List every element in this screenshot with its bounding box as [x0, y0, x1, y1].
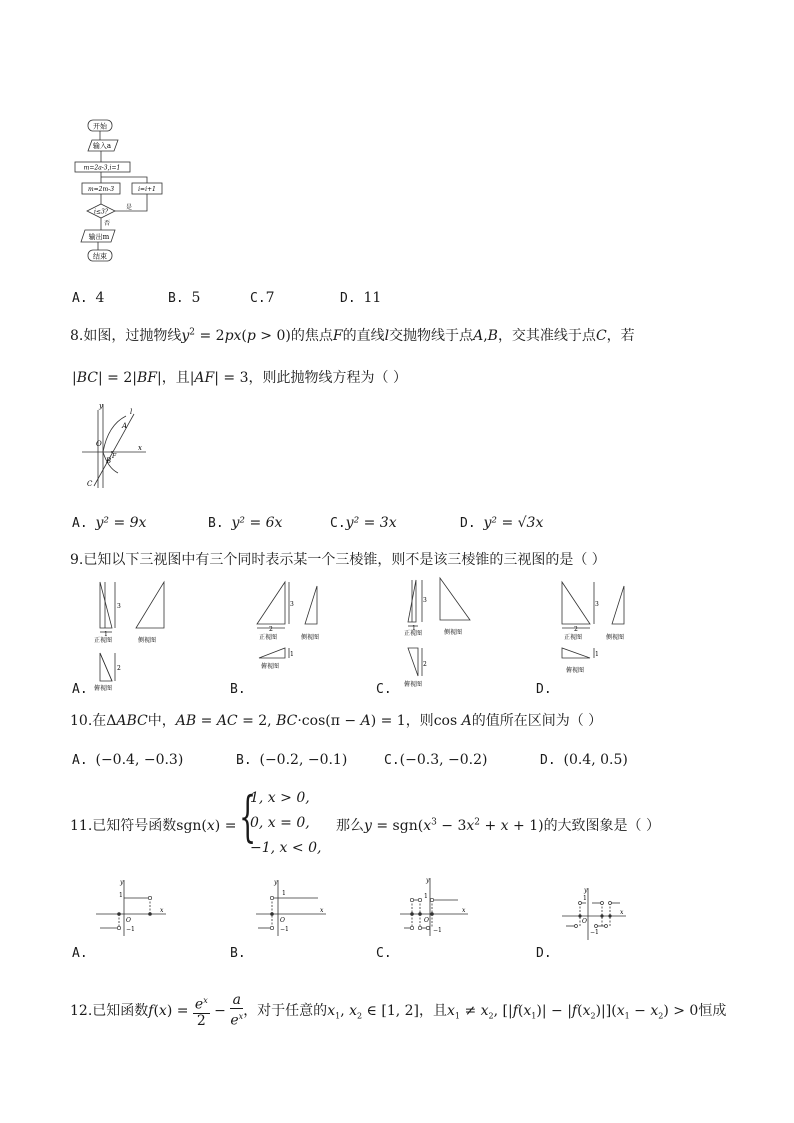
- q11-question-rest: 那么$y = sgn(x^3 - 3x^2 + x + 1)$的大致图象是（ ）: [336, 817, 661, 834]
- q11-case-2: 0, x = 0,: [250, 815, 310, 831]
- q9-letter-d: D.: [536, 682, 552, 697]
- q10-option-a: A. (−0.4, −0.3): [72, 752, 184, 768]
- q8-option-d: D. y² = √3x: [460, 515, 544, 531]
- q11-a-x: x: [160, 907, 164, 914]
- q11-graph-b: [254, 878, 330, 938]
- q11-c-1: 1: [424, 893, 428, 900]
- q11-c-neg1: −1: [433, 927, 442, 934]
- flow-condition: i≤3?: [94, 208, 108, 216]
- q9-a-dim-3: 3: [117, 603, 121, 610]
- q9-d-top-label: 俯视图: [566, 667, 585, 674]
- q9-views-b: [255, 578, 335, 678]
- flow-no: 否: [104, 220, 111, 227]
- q9-c-dim-3: 3: [423, 597, 427, 604]
- q11-case-1: 1, x > 0,: [250, 790, 310, 806]
- q9-a-top-label: 俯视图: [94, 685, 113, 692]
- q9-c-dim-2: 2: [423, 661, 427, 668]
- q11-a-y: y: [120, 879, 124, 886]
- q9-b-side-label: 侧视图: [301, 634, 320, 641]
- q9-b-dim-1: 1: [290, 651, 294, 658]
- q11-c-o: O: [424, 917, 429, 924]
- q11-b-neg1: −1: [280, 926, 289, 933]
- q11-d-x: x: [620, 909, 624, 916]
- q8-option-a: A. y² = 9x: [72, 515, 147, 531]
- q9-letter-b: B.: [230, 682, 246, 697]
- q11-c-y: y: [426, 877, 430, 884]
- q11-b-o: O: [280, 917, 285, 924]
- q8-option-c: C.y² = 3x: [330, 515, 397, 531]
- flow-end: 结束: [93, 252, 107, 261]
- flow-start: 开始: [93, 122, 107, 131]
- q9-c-dim-1: 1: [412, 625, 416, 632]
- flow-assign-m: m=2m-3: [87, 186, 115, 193]
- flow-assign-i: i=i+1: [138, 186, 156, 193]
- q9-views-c: [400, 574, 480, 690]
- q8-fig-f: F: [112, 453, 117, 460]
- q7-option-b: B. 5: [168, 290, 201, 306]
- q9-a-dim-1: 1: [104, 631, 108, 638]
- q9-d-front-label: 正视图: [564, 634, 583, 641]
- q11-graph-d: [560, 886, 636, 942]
- flow-input: 输入a: [92, 142, 112, 150]
- q7-option-a: A. 4: [72, 290, 105, 306]
- q8-fig-y: y: [99, 402, 103, 410]
- q11-question: 11.已知符号函数sgn(x) =: [70, 818, 237, 834]
- q8-fig-o: O: [96, 440, 102, 448]
- q9-b-front-label: 正视图: [259, 634, 278, 641]
- flowchart-figure: [70, 114, 170, 264]
- q11-letter-d: D.: [536, 946, 552, 961]
- q9-views-d: [560, 578, 640, 678]
- q11-case-3: −1, x < 0,: [250, 840, 322, 856]
- q9-b-dim-3: 3: [290, 601, 294, 608]
- q11-brace: {: [239, 785, 257, 848]
- q9-views-a: [92, 578, 182, 693]
- q11-b-x: x: [320, 907, 324, 914]
- flow-yes: 是: [126, 204, 133, 211]
- q9-b-dim-2: 2: [269, 626, 273, 633]
- q9-d-side-label: 侧视图: [606, 634, 625, 641]
- q9-letter-c: C.: [376, 682, 392, 697]
- q11-a-neg1: −1: [126, 926, 135, 933]
- q8-option-b: B. y² = 6x: [208, 515, 283, 531]
- q8-fig-l: l: [130, 408, 133, 416]
- q9-c-side-label: 侧视图: [444, 629, 463, 636]
- q9-a-dim-2: 2: [117, 665, 121, 672]
- q9-letter-a: A.: [72, 682, 88, 697]
- q9-a-front-label: 正视图: [94, 637, 113, 644]
- q8-parabola-figure: [78, 400, 153, 490]
- q11-letter-b: B.: [230, 946, 246, 961]
- q11-d-neg1: −1: [590, 929, 599, 936]
- q11-letter-c: C.: [376, 946, 392, 961]
- q11-d-o: O: [582, 918, 587, 925]
- q11-c-x: x: [462, 907, 466, 914]
- q9-a-side-label: 侧视图: [138, 637, 157, 644]
- q8-fig-a: A: [122, 422, 128, 430]
- q10-option-d: D. (0.4, 0.5): [540, 752, 628, 768]
- flow-init: m=2a-3,i=1: [83, 164, 121, 172]
- q9-c-front-label: 正视图: [404, 630, 423, 637]
- q11-d-y: y: [584, 887, 588, 894]
- q11-letter-a: A.: [72, 946, 88, 961]
- q9-d-dim-3: 3: [595, 601, 599, 608]
- q9-question: 9.已知以下三视图中有三个同时表示某一个三棱锥，则不是该三棱锥的三视图的是（ ）: [70, 552, 606, 568]
- q8-fig-c: C: [87, 480, 93, 488]
- q8-fig-b: B: [106, 457, 112, 465]
- q9-d-dim-1: 1: [595, 651, 599, 658]
- q8-line-2: |BC| = 2|BF|，且|AF| = 3，则此抛物线方程为（ ）: [72, 370, 407, 386]
- q9-b-top-label: 俯视图: [261, 663, 280, 670]
- q9-d-dim-2: 2: [574, 626, 578, 633]
- q11-graph-a: [94, 878, 170, 938]
- q11-graph-c: [398, 876, 474, 938]
- q11-d-1: 1: [583, 895, 587, 902]
- q7-option-c: C.7: [250, 290, 275, 306]
- q11-a-o: O: [126, 917, 131, 924]
- flow-output: 输出m: [88, 233, 110, 241]
- q11-b-y: y: [274, 879, 278, 886]
- q12-question: 12.已知函数f(x) = $\frac{e^x}{2}$ − $\frac{a}{e^x}$ ，对于任意的$x_1$, $x_2$ ∈ [1, 2]，且$x_1 \ne x_2$, $[|f(x_1)| - |f(x_2)|](x_1 - x_2) > 0$恒成: [70, 992, 727, 1029]
- q7-option-d: D. 11: [340, 290, 382, 306]
- q9-c-top-label: 俯视图: [404, 681, 423, 688]
- q8-line-1: 8.如图，过抛物线$y^2 = 2px(p > 0)$的焦点F的直线l交抛物线于点A,B，交其准线于点C，若: [70, 327, 635, 344]
- q11-a-1: 1: [119, 892, 123, 899]
- q10-question: 10.在ΔABC中，AB = AC = 2, BC·cos(π − A) = 1，则cos A的值所在区间为（ ）: [70, 713, 603, 729]
- q10-option-b: B. (−0.2, −0.1): [236, 752, 348, 768]
- q10-option-c: C.(−0.3, −0.2): [384, 752, 488, 768]
- q11-b-1: 1: [282, 890, 286, 897]
- q8-fig-x: x: [138, 444, 142, 452]
